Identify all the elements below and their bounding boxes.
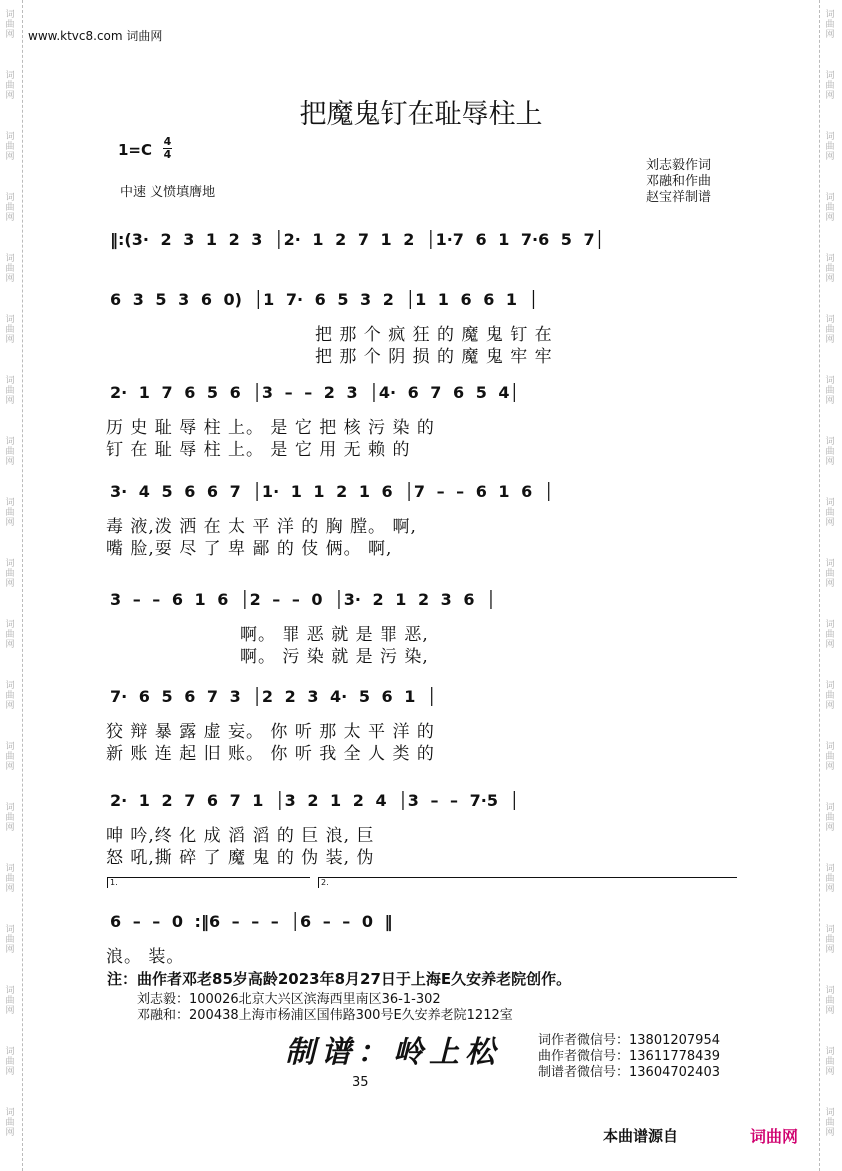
tempo-marking: 中速 义愤填膺地 bbox=[120, 185, 216, 200]
song-title: 把魔鬼钉在耻辱柱上 bbox=[299, 99, 543, 130]
volta-2: 2. bbox=[318, 877, 737, 888]
side-watermark: 词曲网 bbox=[825, 254, 835, 284]
credits bbox=[646, 158, 711, 206]
lyric-line-2: 钉 在 耻 辱 柱 上。 是 它 用 无 赖 的 bbox=[106, 440, 411, 460]
page-number: 35 bbox=[352, 1075, 369, 1090]
lyric-line-2: 新 账 连 起 旧 账。 你 听 我 全 人 类 的 bbox=[106, 744, 435, 764]
lyric-line-1: 呻 吟,终 化 成 滔 滔 的 巨 浪, 巨 bbox=[106, 826, 375, 846]
notation-row: 2· 1 2 7 6 7 1 │3 2 1 2 4 │3 – – 7·5 │ bbox=[110, 791, 520, 810]
side-watermark: 词曲网 bbox=[825, 864, 835, 894]
side-watermark: 词曲网 bbox=[825, 742, 835, 772]
address-composer: 邓融和：200438上海市杨浦区国伟路300号E久安养老院1212室 bbox=[137, 1008, 513, 1023]
maker-signature: 制谱：岭上松 bbox=[285, 1035, 501, 1070]
lyric-line-1: 把 那 个 疯 狂 的 魔 鬼 钉 在 bbox=[315, 325, 553, 345]
site-header: www.ktvc8.com 词曲网 bbox=[28, 29, 163, 43]
side-watermark: 词曲网 bbox=[5, 1108, 15, 1138]
side-watermark: 词曲网 bbox=[825, 1108, 835, 1138]
side-watermark: 词曲网 bbox=[5, 437, 15, 467]
side-watermark: 词曲网 bbox=[825, 71, 835, 101]
volta-1: 1. bbox=[107, 877, 310, 888]
composer-credit: 邓融和作曲 bbox=[646, 174, 712, 189]
lyric-line-1: 毒 液,泼 洒 在 太 平 洋 的 胸 膛。 啊, bbox=[106, 517, 417, 537]
side-watermark: 词曲网 bbox=[825, 986, 835, 1016]
notation-row: 3· 4 5 6 6 7 │1· 1 1 2 1 6 │7 – – 6 1 6 │ bbox=[110, 482, 554, 501]
side-watermark: 词曲网 bbox=[5, 315, 15, 345]
side-watermark: 词曲网 bbox=[825, 681, 835, 711]
side-watermark: 词曲网 bbox=[5, 742, 15, 772]
right-margin-strip bbox=[819, 0, 842, 1171]
meter-top: 4 bbox=[163, 135, 172, 148]
side-watermark: 词曲网 bbox=[5, 925, 15, 955]
notation-row: 3 – – 6 1 6 │2 – – 0 │3· 2 1 2 3 6 │ bbox=[110, 590, 496, 609]
arranger-credit: 赵宝祥制谱 bbox=[646, 190, 712, 205]
side-watermark: 词曲网 bbox=[825, 193, 835, 223]
side-watermark: 词曲网 bbox=[5, 376, 15, 406]
source-label: 本曲谱源自 bbox=[603, 1127, 679, 1145]
side-watermark: 词曲网 bbox=[825, 1047, 835, 1077]
notation-row: 6 – – 0 :‖6 – – – │6 – – 0 ‖ bbox=[110, 912, 393, 931]
side-watermark: 词曲网 bbox=[5, 10, 15, 40]
lyric-line-2: 怒 吼,撕 碎 了 魔 鬼 的 伪 装, 伪 bbox=[106, 848, 375, 868]
left-margin-strip bbox=[0, 0, 23, 1171]
side-watermark: 词曲网 bbox=[825, 559, 835, 589]
side-watermark: 词曲网 bbox=[5, 71, 15, 101]
lyric-line-2: 嘴 脸,耍 尽 了 卑 鄙 的 伎 俩。 啊, bbox=[106, 539, 393, 559]
lyric-line-2: 把 那 个 阴 损 的 魔 鬼 牢 牢 bbox=[315, 347, 553, 367]
lyric-line-1: 啊。 罪 恶 就 是 罪 恶, bbox=[240, 625, 429, 645]
side-watermark: 词曲网 bbox=[825, 10, 835, 40]
side-watermark: 词曲网 bbox=[5, 864, 15, 894]
lyric-line-2: 啊。 污 染 就 是 污 染, bbox=[240, 647, 429, 667]
side-watermark: 词曲网 bbox=[825, 498, 835, 528]
lyric-line-1: 浪。 装。 bbox=[106, 947, 185, 967]
notation-row: 2· 1 7 6 5 6 │3 – – 2 3 │4· 6 7 6 5 4│ bbox=[110, 383, 520, 402]
side-watermark: 词曲网 bbox=[825, 132, 835, 162]
side-watermark: 词曲网 bbox=[5, 681, 15, 711]
wechat-arranger: 制谱者微信号：13604702403 bbox=[538, 1065, 720, 1080]
side-watermark: 词曲网 bbox=[825, 315, 835, 345]
side-watermark: 词曲网 bbox=[825, 803, 835, 833]
wechat-lyricist: 词作者微信号：13801207954 bbox=[538, 1033, 720, 1048]
wechat-composer: 曲作者微信号：13611778439 bbox=[538, 1049, 720, 1064]
source-brand: 词曲网 bbox=[750, 1127, 799, 1146]
side-watermark: 词曲网 bbox=[825, 620, 835, 650]
side-watermark: 词曲网 bbox=[825, 376, 835, 406]
wechat-list bbox=[538, 1033, 720, 1081]
side-watermark: 词曲网 bbox=[5, 498, 15, 528]
time-signature bbox=[163, 136, 172, 161]
side-watermark: 词曲网 bbox=[825, 925, 835, 955]
side-watermark: 词曲网 bbox=[5, 132, 15, 162]
lyric-line-1: 狡 辩 暴 露 虚 妄。 你 听 那 太 平 洋 的 bbox=[106, 722, 435, 742]
side-watermark: 词曲网 bbox=[5, 620, 15, 650]
side-watermark: 词曲网 bbox=[5, 254, 15, 284]
side-watermark: 词曲网 bbox=[5, 986, 15, 1016]
side-watermark: 词曲网 bbox=[5, 193, 15, 223]
notation-row: 6 3 5 3 6 0) │1 7· 6 5 3 2 │1 1 6 6 1 │ bbox=[110, 290, 539, 309]
side-watermark: 词曲网 bbox=[5, 559, 15, 589]
meter-bottom: 4 bbox=[163, 148, 172, 161]
lyric-line-1: 历 史 耻 辱 柱 上。 是 它 把 核 污 染 的 bbox=[106, 418, 435, 438]
side-watermark: 词曲网 bbox=[825, 437, 835, 467]
key-signature: 1=C bbox=[118, 141, 153, 159]
notation-row: 7· 6 5 6 7 3 │2 2 3 4· 5 6 1 │ bbox=[110, 687, 437, 706]
address-lyricist: 刘志毅：100026北京大兴区滨海西里南区36-1-302 bbox=[137, 992, 441, 1007]
notation-row: ‖:(3· 2 3 1 2 3 │2· 1 2 7 1 2 │1·7 6 1 7·6 5 7│ bbox=[110, 230, 605, 249]
footnote: 注：曲作者邓老85岁高龄2023年8月27日于上海E久安养老院创作。 bbox=[107, 970, 572, 988]
side-watermark: 词曲网 bbox=[5, 1047, 15, 1077]
lyricist-credit: 刘志毅作词 bbox=[646, 158, 712, 173]
side-watermark: 词曲网 bbox=[5, 803, 15, 833]
